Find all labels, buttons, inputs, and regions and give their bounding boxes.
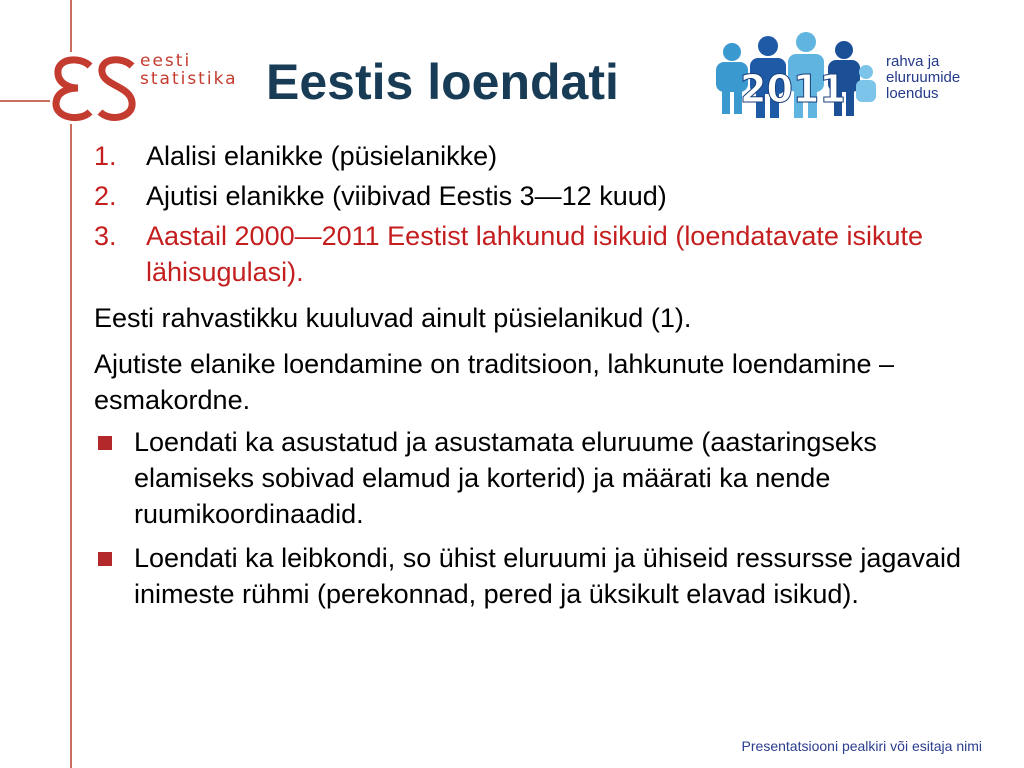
statistics-estonia-logo <box>50 52 250 124</box>
item-text: Aastail 2000—2011 Eestist lahkunud isikuid (loendatavate isikute lähisugulasi). <box>146 221 923 287</box>
census-caption-line-1: rahva ja <box>886 53 940 70</box>
square-bullet-icon <box>98 552 112 566</box>
census-year-label: 2011 <box>740 67 846 111</box>
numbered-item-1 <box>94 138 994 174</box>
es-wordmark <box>140 52 238 88</box>
census-caption-line-2: eluruumide <box>886 69 961 86</box>
bullet-text: Loendati ka asustatud ja asustamata eluruume (aastaringseks elamiseks sobivad elamud ja korterid) ja määrati ka nende ruumikoordinaadid. <box>134 427 877 529</box>
census-caption-line-3: loendus <box>886 85 939 102</box>
slide-title: Eestis loendati <box>266 54 619 110</box>
logo-line-2: statistika <box>140 69 238 89</box>
es-monogram-icon <box>50 52 142 124</box>
bullet-item-1 <box>94 424 994 532</box>
numbered-item-2 <box>94 178 994 214</box>
census-caption <box>886 54 960 102</box>
bullet-text: Loendati ka leibkondi, so ühist eluruumi ja ühiseid ressursse jagavaid inimeste rühmi (perekonnad, pered ja üksikult elavad isikud). <box>134 543 961 609</box>
census-2011-logo <box>710 32 1010 124</box>
census-people-icon <box>710 32 880 124</box>
slide-body <box>94 138 994 620</box>
item-number: 1. <box>94 141 117 171</box>
item-number: 3. <box>94 221 117 251</box>
numbered-item-3 <box>94 218 994 290</box>
paragraph-1: Eesti rahvastikku kuuluvad ainult püsielanikud (1). <box>94 303 692 333</box>
footer-text: Presentatsiooni pealkiri või esitaja nimi <box>741 738 982 754</box>
item-number: 2. <box>94 181 117 211</box>
item-text: Alalisi elanikke (püsielanikke) <box>146 141 498 171</box>
square-bullet-icon <box>98 436 112 450</box>
paragraph-2: Ajutiste elanike loendamine on traditsioon, lahkunute loendamine – esmakordne. <box>94 349 895 415</box>
logo-line-1: eesti <box>140 51 192 71</box>
bullet-item-2 <box>94 540 994 612</box>
item-text: Ajutisi elanikke (viibivad Eestis 3—12 kuud) <box>146 181 667 211</box>
